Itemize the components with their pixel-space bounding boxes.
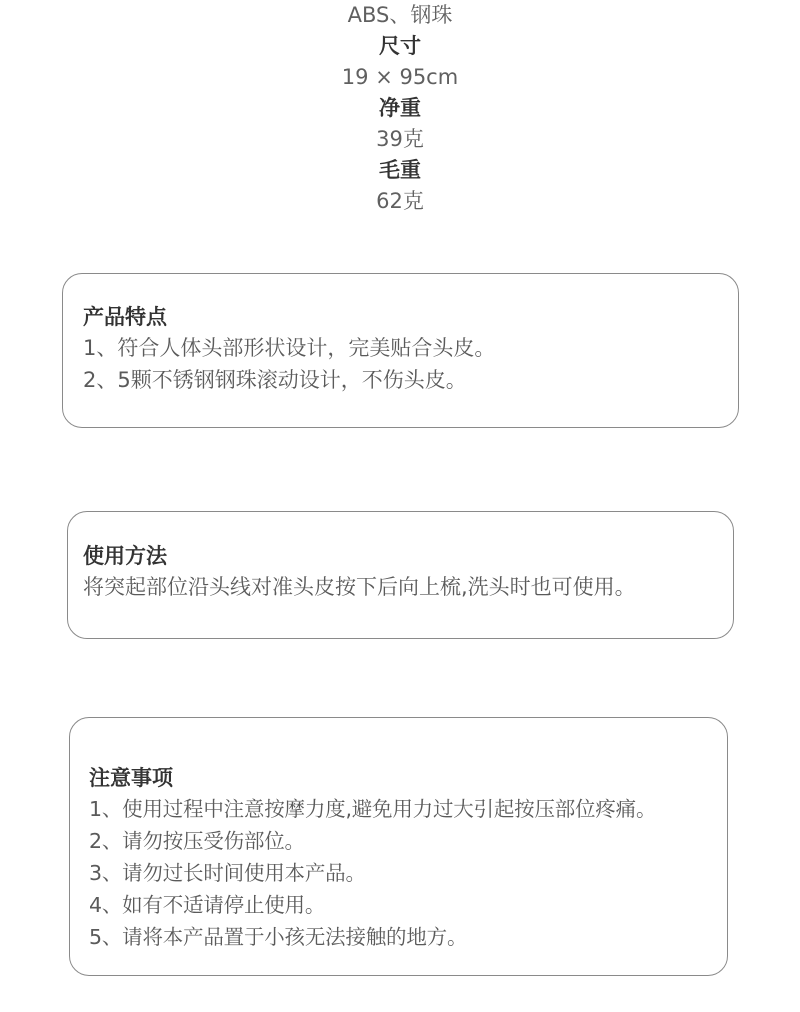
gross-weight-label: 毛重: [379, 158, 421, 182]
feature-item: 1、符合人体头部形状设计，完美贴合头皮。: [83, 336, 496, 360]
usage-text: 将突起部位沿头线对准头皮按下后向上梳,洗头时也可使用。: [83, 575, 636, 599]
note-item: 1、使用过程中注意按摩力度,避免用力过大引起按压部位疼痛。: [89, 797, 657, 821]
size-value: 19 × 95cm: [341, 65, 459, 89]
features-card: [62, 273, 739, 428]
features-title: 产品特点: [83, 305, 167, 329]
net-weight-value: 39克: [376, 127, 424, 151]
note-item: 5、请将本产品置于小孩无法接触的地方。: [89, 925, 468, 949]
usage-title: 使用方法: [83, 544, 167, 568]
notes-card: [69, 717, 728, 976]
net-weight-label: 净重: [379, 96, 421, 120]
usage-card: [67, 511, 734, 639]
feature-item: 2、5颗不锈钢钢珠滚动设计，不伤头皮。: [83, 368, 467, 392]
size-label: 尺寸: [379, 34, 421, 58]
notes-title: 注意事项: [89, 766, 173, 790]
spec-section: [0, 0, 800, 217]
note-item: 2、请勿按压受伤部位。: [89, 829, 305, 853]
material-value: ABS、钢珠: [347, 3, 453, 27]
gross-weight-value: 62克: [376, 189, 424, 213]
note-item: 4、如有不适请停止使用。: [89, 893, 326, 917]
note-item: 3、请勿过长时间使用本产品。: [89, 861, 366, 885]
